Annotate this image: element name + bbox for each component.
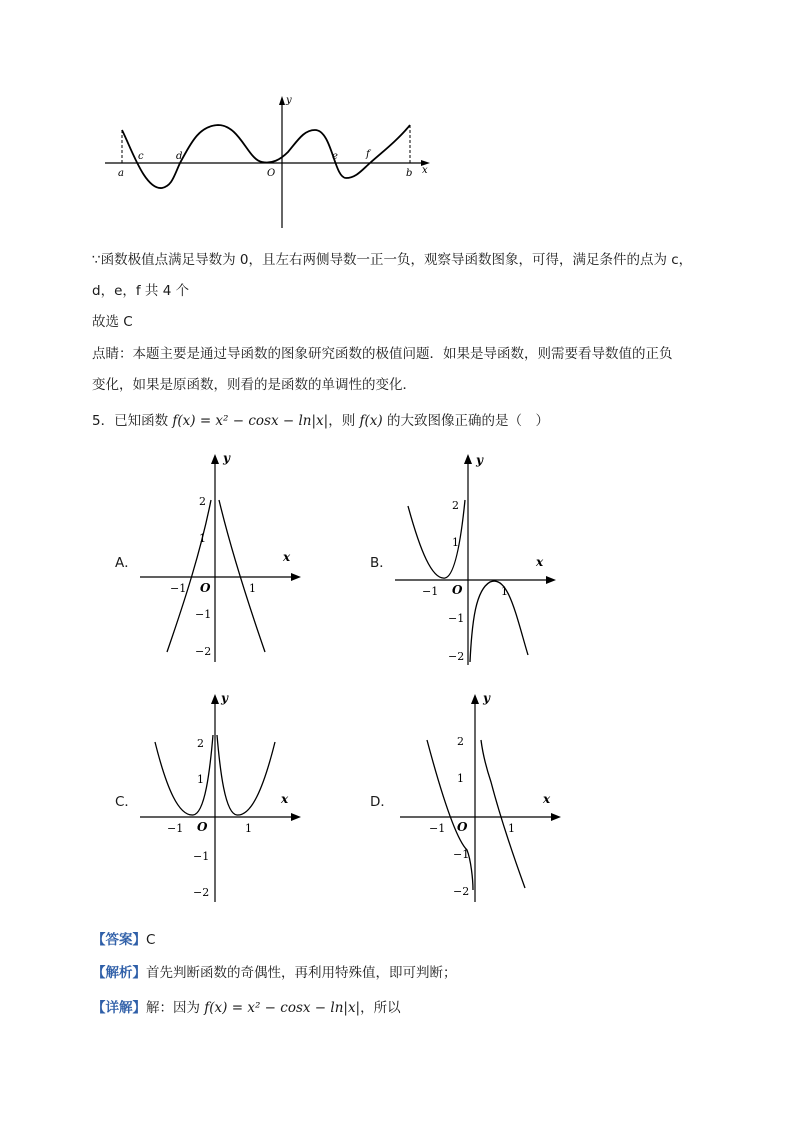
- y-axis-arrow: [211, 694, 219, 704]
- tick-neg1-x: −1: [422, 585, 439, 598]
- label-a: a: [118, 168, 124, 179]
- x-axis-arrow: [546, 576, 556, 584]
- explanation-line-1: ∵函数极值点满足导数为 0，且左右两侧导数一正一负，观察导函数图象，可得，满足条件的点为 c，: [92, 252, 693, 268]
- curve-right: [470, 581, 528, 662]
- detail-formula: f(x) = x² − cosx − ln|x|: [204, 1000, 361, 1016]
- x-axis-arrow: [291, 813, 301, 821]
- tick-2-y: 2: [457, 735, 464, 748]
- y-axis-arrow: [471, 694, 479, 704]
- option-c-graph: [135, 690, 310, 910]
- label-c: c: [138, 151, 144, 162]
- label-x: x: [283, 550, 291, 564]
- answer-tag: 【答案】: [92, 932, 146, 948]
- question-formula: f(x) = x² − cosx − ln|x|: [172, 413, 329, 429]
- y-axis-arrow: [279, 96, 285, 105]
- option-b-graph: [390, 450, 565, 670]
- derivative-graph: [100, 90, 440, 235]
- remark-line-1: 点睛：本题主要是通过导函数的图象研究函数的极值问题．如果是导函数，则需要看导数值的正负: [92, 346, 673, 362]
- tick-2-y: 2: [452, 499, 459, 512]
- tick-neg2-y: −2: [453, 885, 470, 898]
- y-axis-arrow: [211, 454, 219, 464]
- analysis-tag: 【解析】: [92, 965, 146, 981]
- label-origin: O: [200, 581, 211, 595]
- detail-prefix: 解：因为: [146, 1000, 205, 1016]
- x-axis-arrow: [551, 813, 561, 821]
- tick-1-y: 1: [199, 532, 206, 545]
- tick-1-y: 1: [452, 536, 459, 549]
- detail-tag: 【详解】: [92, 1000, 146, 1016]
- detail-suffix: ，所以: [360, 1000, 401, 1016]
- tick-neg1-y: −1: [448, 612, 465, 625]
- curve-right: [481, 740, 525, 888]
- tick-neg1-x: −1: [429, 822, 446, 835]
- tick-1-x: 1: [249, 582, 256, 595]
- label-y: y: [221, 691, 228, 705]
- label-origin: O: [452, 583, 463, 597]
- question-mid: ，则: [328, 413, 360, 429]
- option-b-label: B．: [370, 555, 393, 571]
- curve-left: [155, 735, 213, 815]
- tick-1-x: 1: [245, 822, 252, 835]
- option-a-graph: [135, 450, 310, 670]
- curve-right: [219, 500, 265, 652]
- label-y: y: [483, 691, 490, 705]
- option-a-label: A．: [115, 555, 138, 571]
- label-x: x: [422, 165, 428, 176]
- option-c-label: C．: [115, 794, 138, 810]
- analysis-text: 首先判断函数的奇偶性，再利用特殊值，即可判断；: [146, 965, 457, 981]
- analysis-line: [92, 963, 457, 983]
- remark-line-2: 变化，如果是原函数，则看的是函数的单调性的变化．: [92, 377, 416, 393]
- option-d-label: D．: [370, 794, 394, 810]
- question-5: [92, 411, 549, 431]
- tick-1-x: 1: [508, 822, 515, 835]
- tick-1-y: 1: [197, 773, 204, 786]
- tick-neg1-y: −1: [193, 850, 210, 863]
- detail-line: [92, 998, 401, 1018]
- label-y: y: [476, 453, 483, 467]
- question-prefix: 5．已知函数: [92, 413, 173, 429]
- tick-2-y: 2: [199, 495, 206, 508]
- label-origin: O: [197, 820, 208, 834]
- tick-1-y: 1: [457, 772, 464, 785]
- option-d-graph: [395, 690, 570, 910]
- x-axis-arrow: [291, 573, 301, 581]
- tick-neg2-y: −2: [193, 886, 210, 899]
- choose-answer-line: 故选 C: [92, 314, 133, 330]
- label-f: f: [366, 149, 370, 160]
- tick-neg1-x: −1: [170, 582, 187, 595]
- label-origin: O: [457, 820, 468, 834]
- question-suffix: 的大致图像正确的是（ ）: [382, 413, 549, 429]
- label-x: x: [281, 792, 289, 806]
- tick-neg1-y: −1: [195, 608, 212, 621]
- label-x: x: [543, 792, 551, 806]
- tick-neg1-x: −1: [167, 822, 184, 835]
- answer-line: [92, 930, 155, 950]
- label-y: y: [223, 451, 230, 465]
- tick-neg2-y: −2: [448, 650, 465, 663]
- tick-1-x: 1: [501, 585, 508, 598]
- curve-left: [167, 500, 211, 652]
- label-e: e: [332, 151, 338, 162]
- label-x: x: [536, 555, 544, 569]
- tick-neg2-y: −2: [195, 645, 212, 658]
- question-fx: f(x): [359, 413, 383, 429]
- y-axis-arrow: [464, 454, 472, 464]
- tick-2-y: 2: [197, 737, 204, 750]
- answer-value: C: [146, 932, 156, 948]
- tick-neg1-y: −1: [453, 848, 470, 861]
- label-b: b: [406, 168, 413, 179]
- curve-right: [217, 735, 275, 815]
- label-y: y: [286, 95, 292, 106]
- label-origin: O: [267, 168, 276, 179]
- label-d: d: [176, 151, 183, 162]
- explanation-line-2: d，e，f 共 4 个: [92, 283, 190, 299]
- curve-left: [427, 740, 473, 890]
